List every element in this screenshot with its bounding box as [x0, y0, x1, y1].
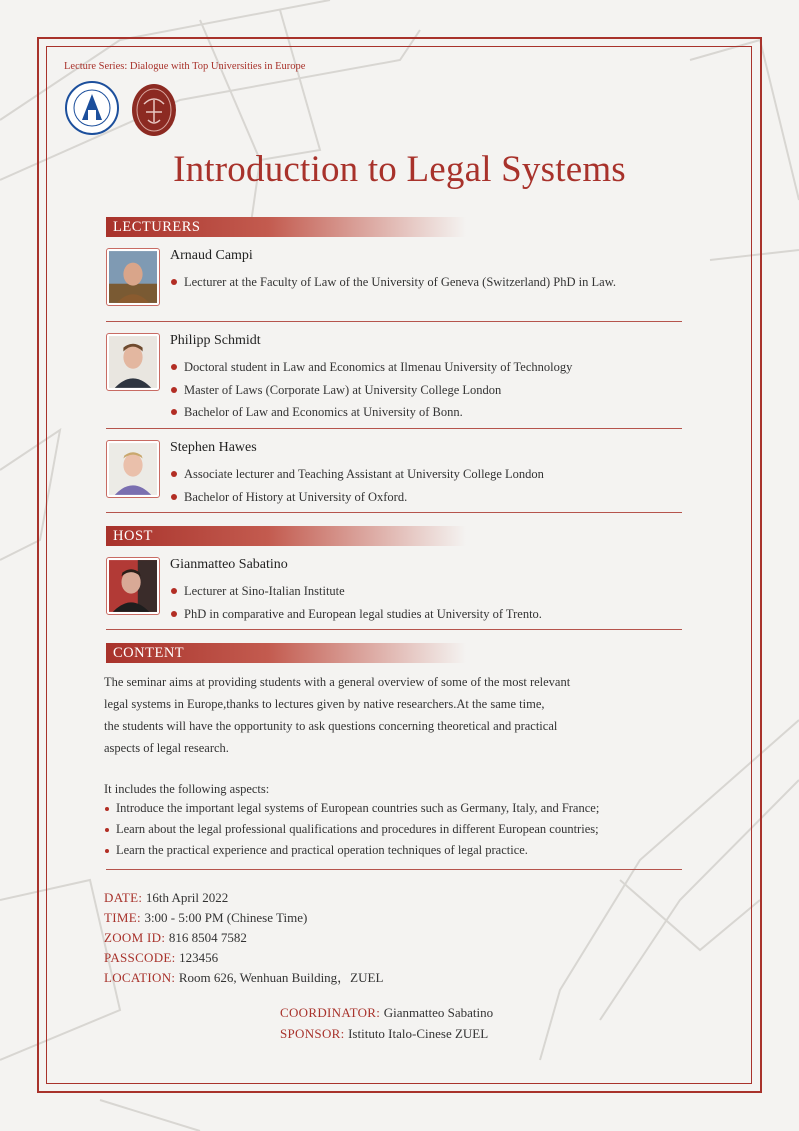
- lecturer-bio-list: [170, 273, 616, 296]
- avatar: [106, 557, 160, 615]
- event-details: [104, 888, 383, 988]
- zoom-id-value: 816 8504 7582: [168, 930, 247, 945]
- passcode-value: 123456: [179, 950, 219, 965]
- time-label: TIME:: [104, 910, 145, 925]
- person-photo-icon: [109, 560, 157, 612]
- aspects-list: [104, 798, 599, 861]
- divider: [106, 428, 682, 429]
- section-lecturers: LECTURERS: [106, 217, 466, 237]
- location-row: [104, 968, 383, 988]
- content-paragraph: [104, 671, 694, 759]
- aspect-item: Learn the practical experience and practical operation techniques of legal practice.: [104, 840, 599, 861]
- credits: [280, 1002, 493, 1044]
- lecturer-name: Stephen Hawes: [170, 440, 257, 455]
- bio-item: Bachelor of History at University of Oxford.: [170, 488, 544, 511]
- avatar: [106, 248, 160, 306]
- zoom-id-label: ZOOM ID:: [104, 930, 169, 945]
- section-host: HOST: [106, 526, 466, 546]
- paragraph-line: the students will have the opportunity to ask questions concerning theoretical and practical: [104, 719, 558, 733]
- aspect-item: Learn about the legal professional qualifications and procedures in different European countries;: [104, 819, 599, 840]
- coordinator-label: COORDINATOR:: [280, 1005, 384, 1020]
- lecturer-bio-list: [170, 358, 572, 426]
- passcode-row: [104, 948, 383, 968]
- bio-item: Associate lecturer and Teaching Assistant at University College London: [170, 465, 544, 488]
- host-name: Gianmatteo Sabatino: [170, 557, 288, 572]
- paragraph-line: legal systems in Europe,thanks to lectures given by native researchers.At the same time,: [104, 697, 545, 711]
- date-value: 16th April 2022: [145, 890, 229, 905]
- host-bio-list: [170, 582, 542, 627]
- zuel-university-logo-icon: [64, 80, 120, 136]
- avatar: [106, 440, 160, 498]
- section-content: CONTENT: [106, 643, 466, 663]
- divider: [106, 512, 682, 513]
- time-row: [104, 908, 383, 928]
- paragraph-line: The seminar aims at providing students with a general overview of some of the most relevant: [104, 675, 571, 689]
- date-label: DATE:: [104, 890, 146, 905]
- person-photo-icon: [109, 336, 157, 388]
- sponsor-row: [280, 1023, 493, 1044]
- location-value: Room 626, Wenhuan Building，ZUEL: [178, 970, 384, 985]
- avatar: [106, 333, 160, 391]
- coordinator-value: Gianmatteo Sabatino: [383, 1005, 494, 1020]
- divider: [106, 629, 682, 630]
- date-row: [104, 888, 383, 908]
- person-photo-icon: [109, 251, 157, 303]
- lecture-series-label: Lecture Series: Dialogue with Top Universities in Europe: [64, 61, 306, 72]
- lecturer-name: Philipp Schmidt: [170, 333, 261, 348]
- person-photo-icon: [109, 443, 157, 495]
- sponsor-value: Istituto Italo-Cinese ZUEL: [348, 1026, 489, 1041]
- page-title: Introduction to Legal Systems: [173, 149, 626, 190]
- sino-italian-institute-logo-icon: [130, 82, 178, 138]
- bio-item: Bachelor of Law and Economics at University of Bonn.: [170, 403, 572, 426]
- divider: [106, 869, 682, 870]
- bio-item: Doctoral student in Law and Economics at Ilmenau University of Technology: [170, 358, 572, 381]
- bio-item: Master of Laws (Corporate Law) at University College London: [170, 381, 572, 404]
- aspect-item: Introduce the important legal systems of European countries such as Germany, Italy, and France;: [104, 798, 599, 819]
- includes-intro: It includes the following aspects:: [104, 782, 270, 796]
- divider: [106, 321, 682, 322]
- location-label: LOCATION:: [104, 970, 179, 985]
- lecturer-bio-list: [170, 465, 544, 510]
- bio-item: Lecturer at Sino-Italian Institute: [170, 582, 542, 605]
- zoom-id-row: [104, 928, 383, 948]
- paragraph-line: aspects of legal research.: [104, 741, 229, 755]
- lecturer-name: Arnaud Campi: [170, 248, 253, 263]
- sponsor-label: SPONSOR:: [280, 1026, 349, 1041]
- time-value: 3:00 - 5:00 PM (Chinese Time): [144, 910, 308, 925]
- passcode-label: PASSCODE:: [104, 950, 180, 965]
- coordinator-row: [280, 1002, 493, 1023]
- bio-item: Lecturer at the Faculty of Law of the University of Geneva (Switzerland) PhD in Law.: [170, 273, 616, 296]
- bio-item: PhD in comparative and European legal studies at University of Trento.: [170, 605, 542, 628]
